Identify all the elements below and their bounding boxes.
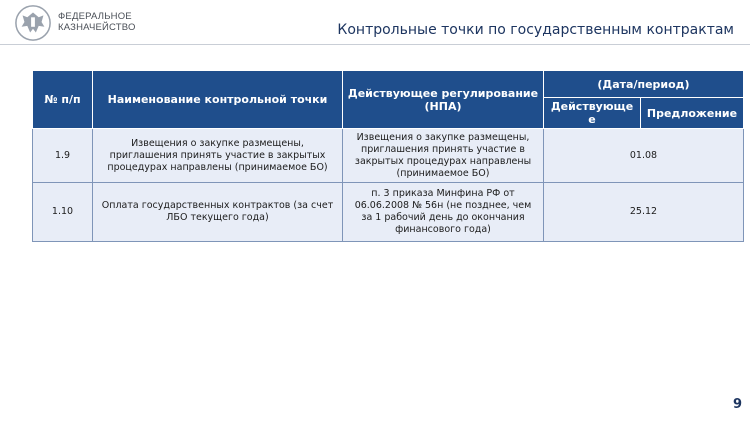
regulation-text: Извещения о закупке размещены, приглашения принять участие в закрытых процедурах направлены (принимаемое БО) xyxy=(343,129,544,183)
column-header-regulation: Действующее регулирование (НПА) xyxy=(343,71,544,129)
page-title: Контрольные точки по государственным контрактам xyxy=(337,22,734,38)
period-date: 25.12 xyxy=(544,183,744,242)
table-row xyxy=(33,129,744,183)
header-divider xyxy=(0,44,750,45)
table-row xyxy=(33,183,744,242)
row-number: 1.9 xyxy=(33,129,93,183)
org-name-line2: КАЗНАЧЕЙСТВО xyxy=(58,22,136,33)
column-header-number: № п/п xyxy=(33,71,93,129)
column-header-period-group: (Дата/период) xyxy=(544,71,744,98)
organization-name xyxy=(58,11,136,33)
treasury-emblem-icon xyxy=(14,4,52,42)
regulation-text: п. 3 приказа Минфина РФ от 06.06.2008 № 56н (не позднее, чем за 1 рабочий день до окончания финансового года) xyxy=(343,183,544,242)
page-number: 9 xyxy=(732,397,742,412)
period-date: 01.08 xyxy=(544,129,744,183)
column-header-proposal: Предложение xyxy=(641,98,744,129)
control-point-name: Оплата государственных контрактов (за счет ЛБО текущего года) xyxy=(93,183,343,242)
row-number: 1.10 xyxy=(33,183,93,242)
column-header-name: Наименование контрольной точки xyxy=(93,71,343,129)
page-header xyxy=(0,0,750,46)
control-points-table xyxy=(32,70,744,242)
column-header-current: Действующее xyxy=(544,98,641,129)
org-name-line1: ФЕДЕРАЛЬНОЕ xyxy=(58,11,132,22)
control-point-name: Извещения о закупке размещены, приглашения принять участие в закрытых процедурах направлены (принимаемое БО) xyxy=(93,129,343,183)
